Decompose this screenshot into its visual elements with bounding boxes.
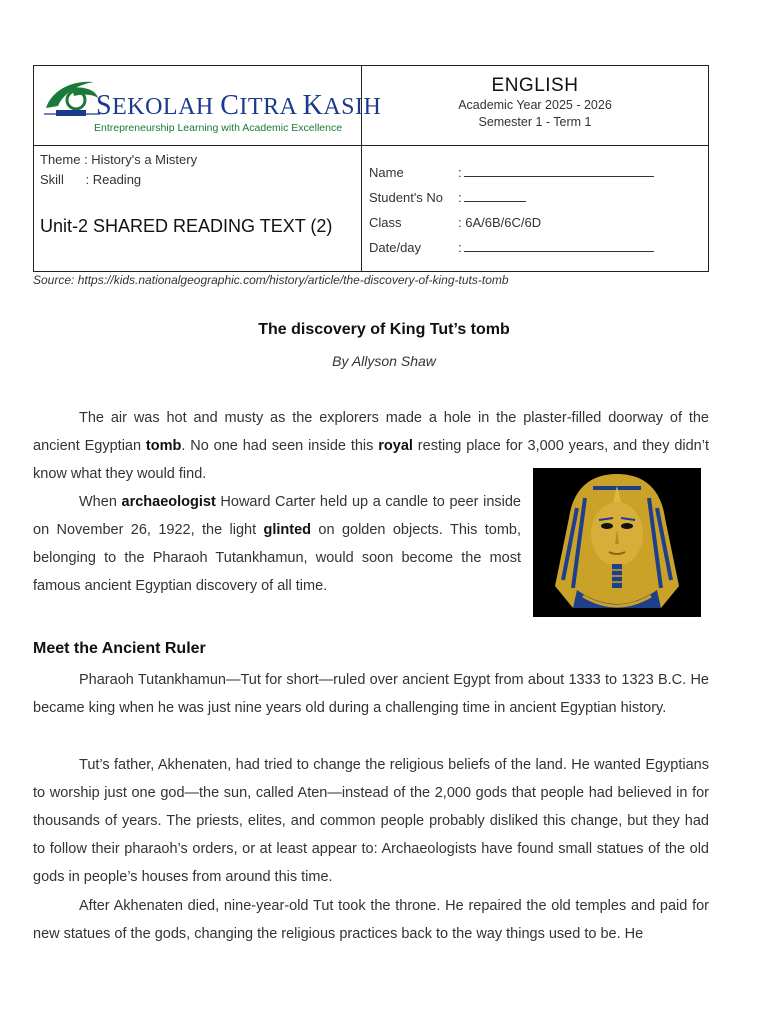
paragraph-5: After Akhenaten died, nine-year-old Tut took the throne. He repaired the old temples and paid for new statues of the gods, changing the religious practices back to the way things used to be. He [33,898,709,942]
skill-line: Skill : Reading [40,172,142,187]
header-table [33,65,709,272]
class-label: Class [369,215,402,230]
paragraph-1: The air was hot and musty as the explorers made a hole in the plaster-filled doorway of the ancient Egyptian tomb. No one had seen inside this royal resting place for 3,000 years, and they didn’t know what they would find. [33,410,709,482]
student-no-field[interactable]: : [458,190,526,205]
date-label: Date/day [369,240,422,255]
date-field[interactable]: : [458,240,654,255]
source-citation: Source: https://kids.nationalgeographic.com/history/article/the-discovery-of-king-tuts-tomb [33,273,509,287]
school-tagline: Entrepreneurship Learning with Academic Excellence [94,122,343,134]
name-label: Name [369,165,404,180]
subject-cell [362,66,708,146]
paragraph-2: When archaeologist Howard Carter held up a candle to peer inside on November 26, 1922, the light glinted on golden objects. This tomb, belonging to the Pharaoh Tutankhamun, would soon become the most famous ancient Egyptian discovery of all time. [33,494,521,594]
theme-cell [34,146,362,271]
logo-cell [34,66,382,146]
student-info-cell [362,146,708,271]
paragraph-4: Tut’s father, Akhenaten, had tried to change the religious beliefs of the land. He wanted Egyptians to worship just one god—the sun, called Aten—instead of the 2,000 gods that people had believed in for thousands of years. The priests, elites, and common people probably disliked this change, but they had to follow their pharaoh’s orders, or at least appear to: Archaeologists have found small statues of the old gods in people’s houses from around this time. [33,757,709,885]
student-no-label: Student's No [369,190,444,205]
school-logo-icon [42,76,102,120]
school-name: SEKOLAH CITRA KASIH [96,90,382,121]
academic-year: Academic Year 2025 - 2026 [458,98,612,112]
unit-title: Unit-2 SHARED READING TEXT (2) [40,216,333,236]
name-field[interactable]: : [458,165,654,180]
subject-title: ENGLISH [491,75,579,96]
class-value: : 6A/6B/6C/6D [458,215,542,230]
article-byline: By Allyson Shaw [332,353,436,369]
semester: Semester 1 - Term 1 [478,115,592,129]
article-title: The discovery of King Tut’s tomb [258,321,510,338]
section-heading: Meet the Ancient Ruler [33,640,206,657]
tutankhamun-mask-image [533,468,701,617]
paragraph-3: Pharaoh Tutankhamun—Tut for short—ruled over ancient Egypt from about 1333 to 1323 B.C. He became king when he was just nine years old during a challenging time in ancient Egyptian history. [33,672,709,716]
theme-line: Theme : History's a Mistery [40,152,198,167]
